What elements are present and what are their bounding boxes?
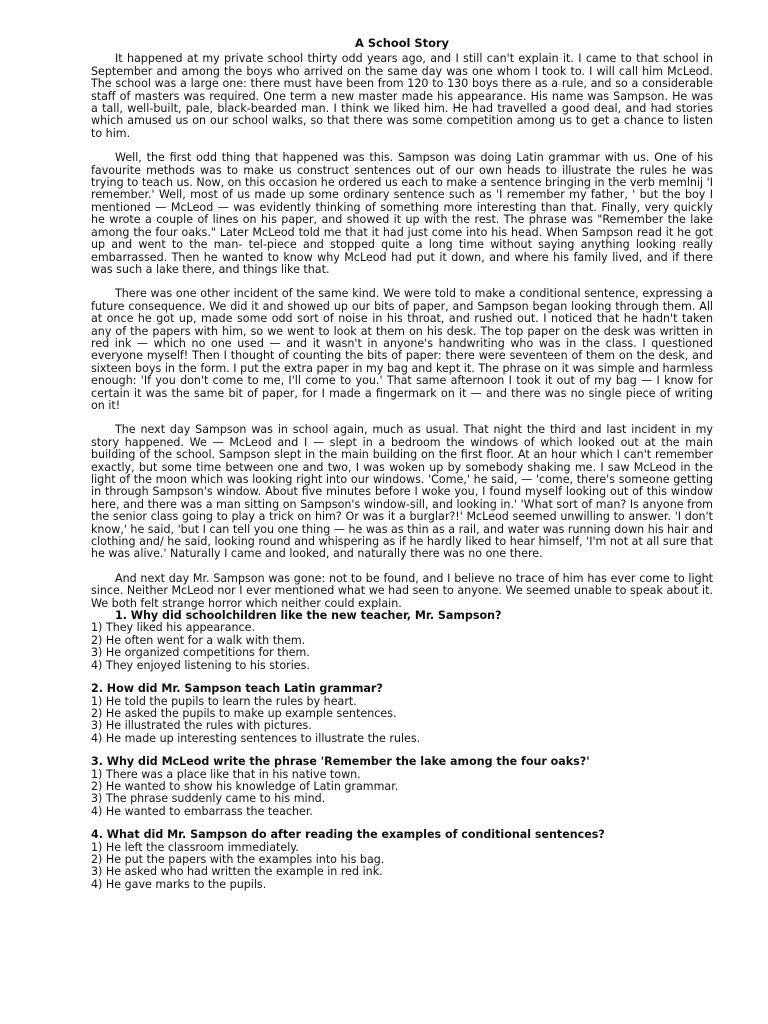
story-paragraph-3: There was one other incident of the same kind. We were told to make a conditional sentence, expressing a future consequence. We did it and showed up our bits of paper, and Sampson began looking through them. All at once he got up, made some odd sort of noise in his throat, and rushed out. I noticed that he hadn't taken any of the papers with him, so we went to look at them on his desk. The top paper on the desk was written in red ink — which no one used — and it wasn't in anyone's handwriting who was in the class. I questioned everyone myself! Then I thought of counting the bits of paper: there were seventeen of them on the desk, and sixteen boys in the form. I put the extra paper in my bag and kept it. The phrase on it was simple and harmless enough: 'If you don't come to me, I'll come to you.' That same afternoon I took it out of my bag — I know for certain it was the same bit of paper, for I made a fingermark on it — and there was no single piece of writing on it! [91,287,713,412]
question-heading: 2. How did Mr. Sampson teach Latin grammar? [91,682,383,696]
question-2 [91,683,713,745]
answer-option: 3) He asked who had written the example in red ink. [91,865,383,879]
document-title: A School Story [355,36,449,50]
answer-option: 2) He often went for a walk with them. [91,633,306,647]
answer-option: 4) He wanted to embarrass the teacher. [91,804,313,818]
answer-option: 4) He gave marks to the pupils. [91,877,267,891]
question-4 [91,829,713,891]
answer-option: 2) He wanted to show his knowledge of Latin grammar. [91,779,399,793]
question-3 [91,756,713,818]
story-paragraph-1: It happened at my private school thirty odd years ago, and I still can't explain it. I came to that school in September and among the boys who arrived on the same day was one whom I took to. I will call him McLeod. The school was a large one: there must have been from 120 to 130 boys there as a rule, and so a considerable staff of masters was required. One term a new master made his appearance. His name was Sampson. He was a tall, well-built, pale, black-bearded man. I think we liked him. He had travelled a good deal, and had stories which amused us on our school walks, so that there was some competition among us to get a chance to listen to him. [91,52,713,140]
answer-option: 1) There was a place like that in his native town. [91,767,361,781]
answer-option: 4) He made up interesting sentences to illustrate the rules. [91,731,421,745]
answer-option: 2) He asked the pupils to make up example sentences. [91,706,397,720]
answer-option: 3) The phrase suddenly came to his mind. [91,792,326,806]
answer-option: 1) He left the classroom immediately. [91,840,299,854]
answer-option: 1) They liked his appearance. [91,621,255,635]
answer-option: 2) He put the papers with the examples into his bag. [91,852,385,866]
question-1 [91,610,713,672]
question-heading: 1. Why did schoolchildren like the new teacher, Mr. Sampson? [115,609,502,623]
answer-option: 1) He told the pupils to learn the rules by heart. [91,694,357,708]
answer-option: 4) They enjoyed listening to his stories. [91,658,310,672]
story-paragraph-4: The next day Sampson was in school again, much as usual. That night the third and last incident in my story happened. We — McLeod and I — slept in a bedroom the windows of which looked out at the main building of the school. Sampson slept in the main building on the first floor. At an hour which I can't remember exactly, but some time between one and two, I was woken up by somebody shaking me. I saw McLeod in the light of the moon which was looking right into our windows. 'Come,' he said, — 'come, there's someone getting in through Sampson's window. About five minutes before I woke you, I found myself looking out of this window here, and there was a man sitting on Sampson's window-sill, and looking in.' 'What sort of man? Is anyone from the senior class going to play a trick on him? Or was it a burglar?!' McLeod seemed unwilling to answer. 'I don't know,' he said, 'but I can tell you one thing — he was as thin as a rail, and water was running down his hair and clothing and/ he said, looking round and whispering as if he hardly liked to hear himself, 'I'm not at all sure that he was alive.' Naturally I came and looked, and naturally there was no one there. [91,423,713,561]
story-paragraph-5: And next day Mr. Sampson was gone: not to be found, and I believe no trace of him has ever come to light since. Neither McLeod nor I ever mentioned what we had seen to anyone. We seemed unable to speak about it. We both felt strange horror which neither could explain. [91,571,713,610]
answer-option: 3) He organized competitions for them. [91,646,310,660]
answer-option: 3) He illustrated the rules with pictures. [91,719,312,733]
story-paragraph-2: Well, the first odd thing that happened was this. Sampson was doing Latin grammar with us. One of his favourite methods was to make us construct sentences out of our own heads to illustrate the rules he was trying to teach us. Now, on this occasion he ordered us each to make a sentence bringing in the verb memlnij 'I remember.' Well, most of us made up some ordinary sentence such as 'I remember my father, ' but the boy I mentioned — McLeod — was evidently thinking of something more interesting than that. Finally, very quickly he wrote a couple of lines on his paper, and showed it up with the rest. The phrase was "Remember the lake among the four oaks." Later McLeod told me that it had just come into his head. When Sampson read it he got up and went to the man- tel-piece and stopped quite a long time without saying anything looking really embarrassed. Then he wanted to know why McLeod had put it down, and where his family lived, and if there was such a lake there, and things like that. [91,151,713,276]
question-heading: 4. What did Mr. Sampson do after reading the examples of conditional sentences? [91,828,605,842]
question-heading: 3. Why did McLeod write the phrase 'Remember the lake among the four oaks?' [91,755,590,769]
